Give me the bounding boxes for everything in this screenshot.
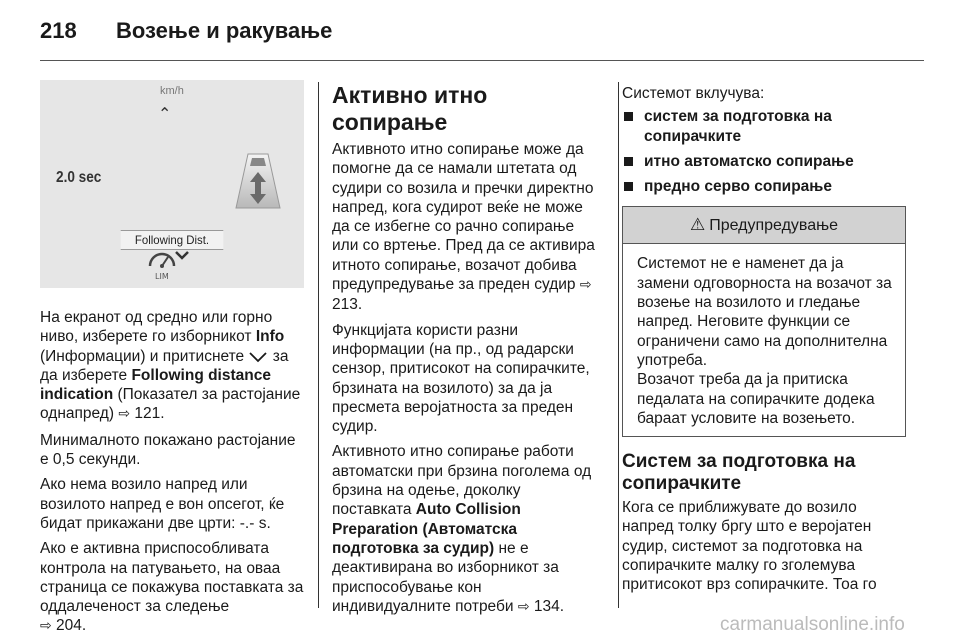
warning-header	[623, 207, 905, 244]
display-illustration	[40, 80, 304, 288]
header-rule	[40, 60, 924, 61]
speed-limiter-label: LIM	[155, 272, 169, 281]
page-ref-arrow-icon: ⇨	[579, 277, 592, 294]
page-ref: 134.	[533, 597, 565, 615]
column-2	[332, 80, 604, 623]
chevron-down-icon	[248, 351, 268, 363]
warning-body	[623, 244, 905, 436]
warning-triangle-icon: ⚠	[689, 215, 706, 236]
time-gap-value: 2.0 sec	[56, 169, 102, 186]
system-components-list	[622, 107, 912, 196]
section-heading: Активно итно сопирање	[332, 82, 488, 135]
function-paragraph: Функцијата користи разни информации (на пр., од радарски сензор, притисокот на сопирачките, брзината на возилото) за да ја пресмета веројатноста за преден судир.	[332, 321, 590, 436]
list-item: итно автоматско сопирање	[622, 152, 912, 171]
vehicle-ahead-icon	[234, 150, 282, 210]
speed-limiter-icon	[142, 248, 202, 284]
adaptive-cruise-paragraph: Ако е активна приспособливата контрола на патувањето, на оваа страница се покажува поставката за оддалеченост за следење ⇨ 204.	[40, 540, 304, 635]
page-ref: 213.	[332, 296, 363, 314]
watermark: carmanualsonline.info	[720, 614, 905, 635]
info-menu-term: Info	[255, 328, 285, 346]
page-number: 218	[40, 18, 77, 43]
instruction-paragraph: На екранот од средно или горно ниво, изберете го изборникот Info (Информации) и притиснете за да изберете Following distance indication (Показател за растојание однапред) ⇨ 121.	[40, 309, 301, 423]
page-title: Возење и ракување	[116, 18, 333, 43]
column-divider-1	[318, 82, 319, 608]
minimum-distance-paragraph: Минималното покажано растојание е 0,5 секунди.	[40, 431, 296, 469]
column-1	[40, 80, 304, 643]
chevron-up-icon: ⌃	[158, 104, 172, 123]
auto-collision-term: Auto Collision Preparation (Автоматска подготовка за судир)	[332, 501, 521, 557]
list-item: предно серво сопирање	[622, 177, 912, 196]
column-divider-2	[618, 82, 619, 608]
warning-paragraph: Возачот треба да ја притиска педалата на сопирачките додека бараат условите на возењето.	[637, 371, 875, 427]
following-distance-menu-label: Following Dist.	[121, 230, 224, 250]
no-vehicle-paragraph: Ако нема возило напред или возилото напред е вон опсегот, ќе бидат прикажани две црти: -.- s.	[40, 476, 285, 532]
system-intro: Системот вклучува:	[622, 85, 765, 102]
warning-title: Предупредување	[709, 217, 839, 235]
subsection-heading: Систем за подготовка на сопирачките	[622, 451, 856, 495]
page-ref-arrow-icon: ⇨	[40, 618, 52, 635]
page-ref: 121.	[134, 405, 165, 423]
intro-paragraph: Активното итно сопирање може да помогне да се намали штетата од судири со возила и пречки директно напред, кога судирот веќе не може да се избегне со рачно сопирање или со вртење. Пред да се активира итното сопирање, возачот добива предупредување за преден судир ⇨ 213.	[332, 141, 595, 314]
list-item: систем за подготовка на сопирачките	[622, 107, 912, 146]
page-ref-arrow-icon: ⇨	[118, 406, 131, 423]
following-distance-term: Following distance indication	[40, 366, 271, 404]
brake-prep-paragraph: Кога се приближувате до возило напред толку бргу што е веројатен судир, системот за подготовка на сопирачките малку го зголемува притисокот врз сопирачките. Тоа го	[622, 499, 877, 594]
operation-paragraph: Активното итно сопирање работи автоматски при брзина поголема од брзина на одење, доколку поставката Auto Collision Preparation (Автоматска подготовка за судир) не е деактивирана во изборникот за приспособување кон индивидуалните потреби ⇨ 134.	[332, 443, 592, 615]
speed-unit-label: km/h	[160, 85, 184, 97]
warning-box	[622, 206, 906, 437]
page-ref-arrow-icon: ⇨	[517, 598, 530, 615]
warning-paragraph: Системот не е наменет да ја замени одговорноста на возачот за возење на возилото и гледање напред. Неговите функции се ограничени само на дополнителна употреба.	[637, 255, 892, 369]
column-3	[622, 84, 912, 601]
page-ref: 204.	[56, 617, 87, 635]
